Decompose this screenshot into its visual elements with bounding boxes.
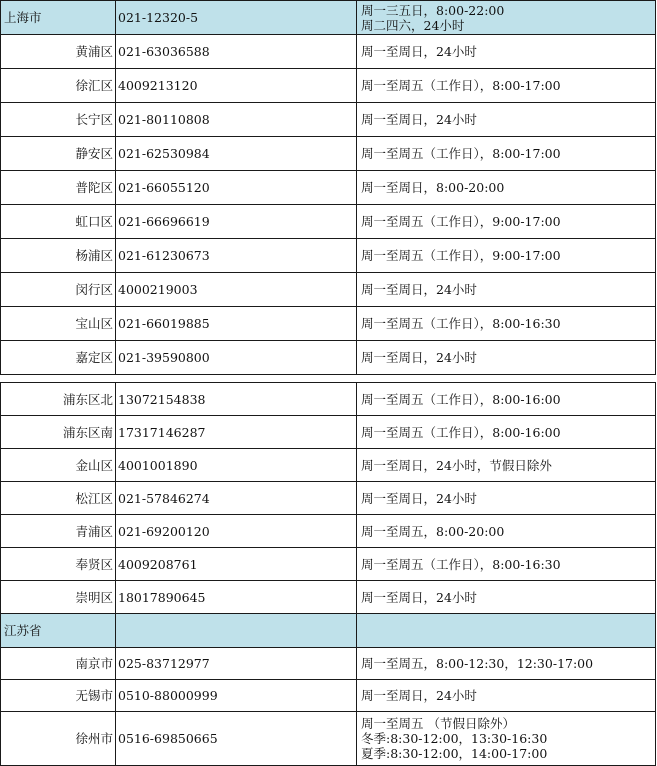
district-name: 奉贤区: [1, 548, 116, 581]
table-row: [1, 341, 656, 375]
hotline-number: 4000219003: [116, 273, 357, 307]
service-hours: 周一至周五（工作日），9:00-17:00: [357, 205, 656, 239]
district-name: 徐州市: [1, 712, 116, 766]
hotline-number: 021-66019885: [116, 307, 357, 341]
service-hours: 周一至周五（工作日），8:00-16:30: [357, 548, 656, 581]
region-hours: [357, 1, 656, 35]
table-row: [1, 416, 656, 449]
table-gap: [0, 375, 657, 382]
hotline-number: 021-69200120: [116, 515, 357, 548]
table-row: [1, 171, 656, 205]
table-row: [1, 205, 656, 239]
service-hours: 周一至周日，8:00-20:00: [357, 171, 656, 205]
district-name: 虹口区: [1, 205, 116, 239]
hotline-number: 021-61230673: [116, 239, 357, 273]
service-hours: 周一至周五（工作日），8:00-17:00: [357, 69, 656, 103]
hotline-number: 021-66055120: [116, 171, 357, 205]
hotline-number: 4009213120: [116, 69, 357, 103]
table-row: [1, 103, 656, 137]
hours-line: 周二四六，24小时: [361, 17, 465, 33]
table-row: [1, 680, 656, 712]
hours-line: 冬季:8:30-12:00，13:30-16:30: [361, 731, 548, 746]
hotline-number: 4009208761: [116, 548, 357, 581]
table-row: [1, 383, 656, 416]
empty-cell: [357, 614, 656, 648]
service-hours: 周一至周日，24小时: [357, 103, 656, 137]
service-hours: 周一至周日，24小时: [357, 273, 656, 307]
table-body: [1, 648, 656, 712]
hotline-number: 021-66696619: [116, 205, 357, 239]
service-hours: 周一至周日，24小时: [357, 35, 656, 69]
hotline-number: 13072154838: [116, 383, 357, 416]
table-row: [1, 482, 656, 515]
table-row: [1, 712, 656, 766]
service-hours: 周一至周五（工作日），9:00-17:00: [357, 239, 656, 273]
table-body: [1, 35, 656, 375]
hotline-number: 021-57846274: [116, 482, 357, 515]
hours-line: 夏季:8:30-12:00，14:00-17:00: [361, 746, 548, 761]
district-name: 闵行区: [1, 273, 116, 307]
table-row: [1, 449, 656, 482]
district-name: 宝山区: [1, 307, 116, 341]
service-hours: 周一至周五（工作日），8:00-16:30: [357, 307, 656, 341]
table-body: [1, 383, 656, 614]
service-hours: 周一至周五，8:00-20:00: [357, 515, 656, 548]
table-row: [1, 239, 656, 273]
service-hours: 周一至周五，8:00-12:30，12:30-17:00: [357, 648, 656, 680]
hotline-number: 4001001890: [116, 449, 357, 482]
district-name: 浦东区北: [1, 383, 116, 416]
district-name: 无锡市: [1, 680, 116, 712]
table-row: [1, 307, 656, 341]
service-hours: 周一至周日，24小时: [357, 680, 656, 712]
hours-line: 周一至周五 （节假日除外）: [361, 716, 515, 731]
district-name: 长宁区: [1, 103, 116, 137]
hotline-number: 021-62530984: [116, 137, 357, 171]
district-name: 黄浦区: [1, 35, 116, 69]
table-row: [1, 515, 656, 548]
table-row: [1, 273, 656, 307]
district-name: 松江区: [1, 482, 116, 515]
service-hours: [357, 712, 656, 766]
service-hours: 周一至周五（工作日），8:00-17:00: [357, 137, 656, 171]
province-header-row: [1, 614, 656, 648]
hotline-number: 021-80110808: [116, 103, 357, 137]
hotline-number: 18017890645: [116, 581, 357, 614]
district-name: 嘉定区: [1, 341, 116, 375]
hours-line: 周一三五日，8:00-22:00: [361, 2, 505, 18]
hotline-number: 025-83712977: [116, 648, 357, 680]
region-header-row: [1, 1, 656, 35]
table-row: [1, 35, 656, 69]
table-row: [1, 548, 656, 581]
table-row: [1, 69, 656, 103]
district-name: 崇明区: [1, 581, 116, 614]
table-row: [1, 137, 656, 171]
district-name: 浦东区南: [1, 416, 116, 449]
hotline-number: 0516-69850665: [116, 712, 357, 766]
service-hours: 周一至周五（工作日），8:00-16:00: [357, 383, 656, 416]
table-row: [1, 581, 656, 614]
shanghai-jiangsu-hotline-table: [0, 382, 656, 766]
district-name: 静安区: [1, 137, 116, 171]
region-phone: 021-12320-5: [116, 1, 357, 35]
district-name: 南京市: [1, 648, 116, 680]
region-name: 上海市: [1, 1, 116, 35]
district-name: 普陀区: [1, 171, 116, 205]
service-hours: 周一至周日，24小时，节假日除外: [357, 449, 656, 482]
province-name: 江苏省: [1, 614, 116, 648]
hotline-number: 021-39590800: [116, 341, 357, 375]
district-name: 杨浦区: [1, 239, 116, 273]
hotline-number: 17317146287: [116, 416, 357, 449]
hotline-number: 0510-88000999: [116, 680, 357, 712]
service-hours: 周一至周日，24小时: [357, 341, 656, 375]
service-hours: 周一至周五（工作日），8:00-16:00: [357, 416, 656, 449]
service-hours: 周一至周日，24小时: [357, 482, 656, 515]
hotline-number: 021-63036588: [116, 35, 357, 69]
district-name: 金山区: [1, 449, 116, 482]
shanghai-hotline-table: [0, 0, 656, 375]
table-row: [1, 648, 656, 680]
district-name: 青浦区: [1, 515, 116, 548]
service-hours: 周一至周日，24小时: [357, 581, 656, 614]
district-name: 徐汇区: [1, 69, 116, 103]
empty-cell: [116, 614, 357, 648]
